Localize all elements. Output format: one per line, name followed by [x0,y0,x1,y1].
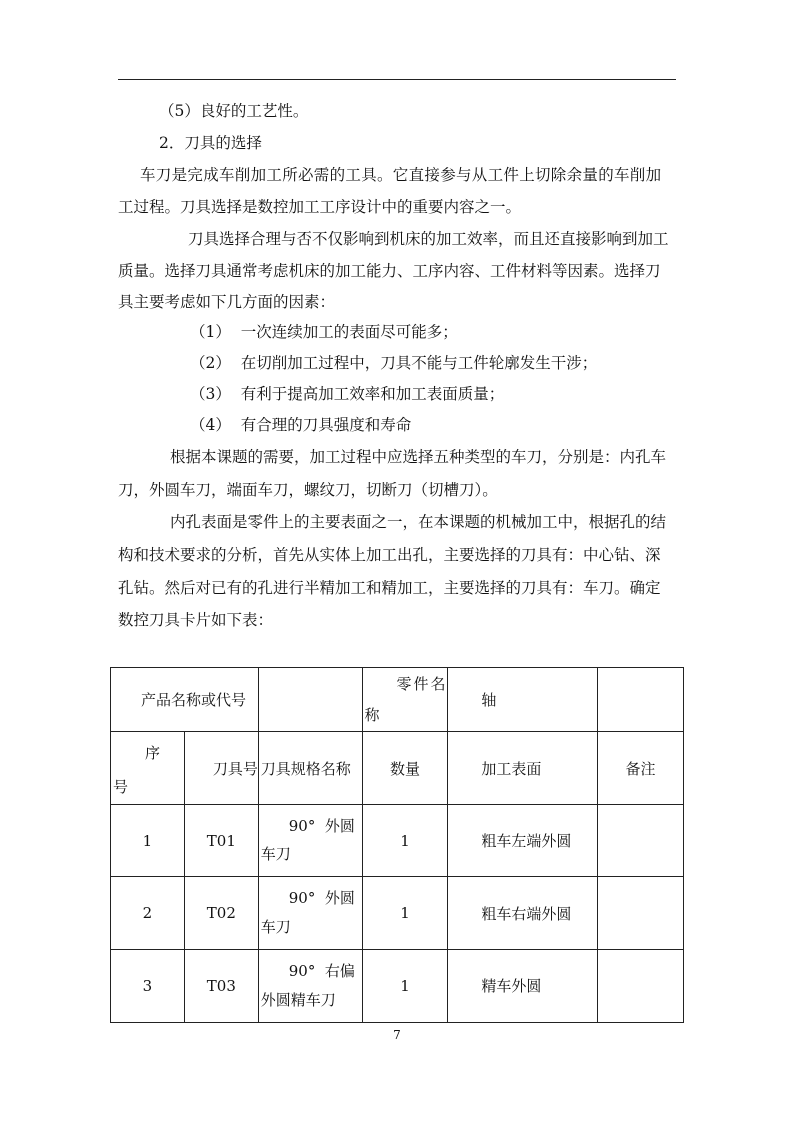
paragraph-line: （5）良好的工艺性。 [159,102,309,120]
part-label-cell [362,668,448,732]
spec-text: 90° 右偏 [288,962,355,980]
qty-cell: 1 [362,805,448,877]
list-item: （2） 在切削加工过程中，刀具不能与工件轮廓发生干涉； [190,354,598,372]
spec-header: 刀具规格名称 [260,760,351,778]
paragraph-line: 数控刀具卡片如下表： [118,611,274,629]
paragraph-line: 内孔表面是零件上的主要表面之一，在本课题的机械加工中，根据孔的结 [170,513,667,531]
seq-header: 序 [145,744,161,762]
empty-cell [598,668,684,732]
header-rule [118,79,676,80]
paragraph-line: 刀具选择合理与否不仅影响到机床的加工效率，而且还直接影响到加工 [188,230,669,248]
remark-cell [598,877,684,950]
spec-text: 车刀 [260,845,291,863]
surface-text: 粗车右端外圆 [481,905,572,923]
paragraph-line: 车刀是完成车削加工所必需的工具。它直接参与从工件上切除余量的车削加 [140,166,662,184]
table-row [111,877,684,950]
seq-cell: 3 [111,950,185,1023]
list-item: （1） 一次连续加工的表面尽可能多； [190,323,458,341]
product-value-cell [258,668,362,732]
spec-text: 外圆精车刀 [260,991,336,1009]
remark-header-cell: 备注 [598,732,684,805]
part-value-cell [448,668,598,732]
surface-header-cell [448,732,598,805]
spec-text: 车刀 [260,918,291,936]
seq-cell: 1 [111,805,185,877]
section-heading: 2．刀具的选择 [159,134,262,152]
paragraph-line: 构和技术要求的分析，首先从实体上加工出孔，主要选择的刀具有：中心钻、深 [118,546,661,564]
qty-cell: 1 [362,950,448,1023]
table-header-row [111,732,684,805]
paragraph-line: 刀，外圆车刀，端面车刀，螺纹刀，切断刀（切槽刀）。 [118,481,498,499]
spec-cell [258,950,362,1023]
paragraph-line: 质量。选择刀具通常考虑机床的加工能力、工序内容、工件材料等因素。选择刀 [118,262,661,280]
spec-text: 90° 外圆 [288,889,355,907]
qty-cell: 1 [362,877,448,950]
tool-no-header: 刀具号 [212,760,258,778]
surface-cell [448,877,598,950]
tool-card-table [110,667,684,1023]
spec-cell [258,805,362,877]
product-label: 产品名称或代号 [141,691,247,709]
tool-no-cell: T03 [184,950,258,1023]
remark-cell [598,950,684,1023]
surface-cell [448,950,598,1023]
seq-header-cell [111,732,185,805]
list-item: （4） 有合理的刀具强度和寿命 [190,416,412,434]
page-number: 7 [393,1028,401,1042]
table-row [111,950,684,1023]
tool-no-cell: T01 [184,805,258,877]
part-value: 轴 [481,691,497,709]
surface-text: 粗车左端外圆 [481,832,572,850]
paragraph-line: 孔钻。然后对已有的孔进行半精加工和精加工，主要选择的刀具有：车刀。确定 [118,579,661,597]
surface-header: 加工表面 [481,760,542,778]
paragraph-line: 具主要考虑如下几方面的因素： [118,293,336,311]
tool-no-cell: T02 [184,877,258,950]
paragraph-line: 工过程。刀具选择是数控加工工序设计中的重要内容之一。 [118,198,522,216]
part-label: 零件名 [396,675,448,693]
paragraph-line: 根据本课题的需要，加工过程中应选择五种类型的车刀，分别是：内孔车 [170,448,667,466]
list-item: （3） 有利于提高加工效率和加工表面质量； [190,385,505,403]
surface-cell [448,805,598,877]
qty-header-cell: 数量 [362,732,448,805]
table-row [111,805,684,877]
remark-cell [598,805,684,877]
spec-header-cell [258,732,362,805]
spec-cell [258,877,362,950]
seq-cell: 2 [111,877,185,950]
spec-text: 90° 外圆 [288,817,355,835]
seq-header: 号 [113,778,129,796]
table-row [111,668,684,732]
surface-text: 精车外圆 [481,977,542,995]
tool-no-header-cell [184,732,258,805]
part-label: 称 [364,706,380,724]
product-label-cell [111,668,259,732]
